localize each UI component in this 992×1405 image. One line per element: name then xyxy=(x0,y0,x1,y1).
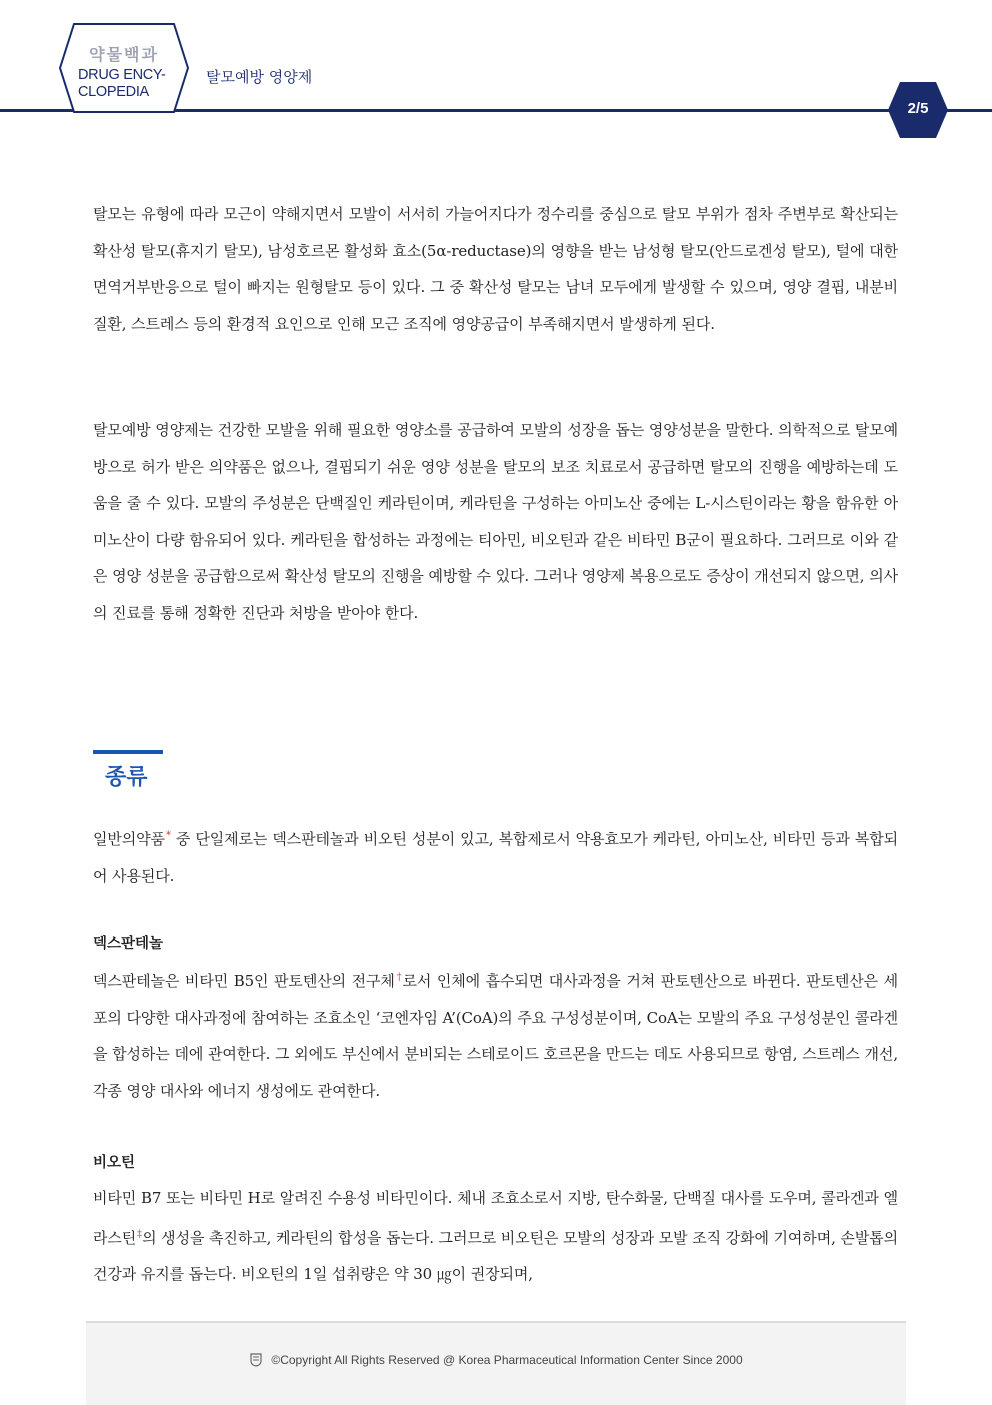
dexpanthenol-text-a: 덱스판테놀은 비타민 B5인 판토텐산의 전구체 xyxy=(93,972,395,990)
biotin-text-b: 의 생성을 촉진하고, 케라틴의 합성을 돕는다. 그러므로 비오틴은 모발의 성장과 모발 조직 강화에 기여하며, 손발톱의 건강과 유지를 돕는다. 비오틴의 1일 섭취량은 약 30 ㎍이 권장되며, xyxy=(93,1228,898,1284)
section-intro-paragraph xyxy=(93,818,898,894)
document-title: 탈모예방 영양제 xyxy=(206,68,313,86)
copyright-text: ©Copyright All Rights Reserved @ Korea Pharmaceutical Information Center Since 2000 xyxy=(271,1353,743,1367)
page-number-badge xyxy=(888,82,948,138)
section-intro-text: 중 단일제로는 덱스판테놀과 비오틴 성분이 있고, 복합제로서 약용효모가 케라틴, 아미노산, 비타민 등과 복합되어 사용된다. xyxy=(93,830,898,885)
footnote-mark: * xyxy=(165,830,171,841)
otc-term: 일반의약품 xyxy=(93,830,165,848)
section-title: 종류 xyxy=(105,765,148,790)
logo-english-text xyxy=(78,67,178,101)
logo-korean-text: 약물백과 xyxy=(89,45,159,64)
logo-en-line2: CLOPEDIA xyxy=(78,84,149,100)
footnote-mark: † xyxy=(395,972,403,983)
biotin-text-a: 비타민 B7 또는 비타민 H로 알려진 수용성 비타민이다. 체내 조효소로서 지방, 탄수화물, 단백질 대사를 도우며, 콜라겐과 엘라스틴 xyxy=(93,1189,898,1247)
page-number: 2/5 xyxy=(907,100,929,117)
page-footer xyxy=(86,1321,906,1405)
logo-en-line1: DRUG ENCY- xyxy=(78,67,166,83)
biotin-paragraph xyxy=(93,1180,898,1293)
drug-encyclopedia-logo xyxy=(58,22,190,114)
dexpanthenol-paragraph xyxy=(93,960,898,1109)
dexpanthenol-text-b: 로서 인체에 흡수되면 대사과정을 거쳐 판토텐산으로 바뀐다. 판토텐산은 세포의 다양한 대사과정에 참여하는 조효소인 ‘코엔자임 A’(CoA)의 주요 구성성분이며, CoA는 모발의 주요 구성성분인 콜라겐을 합성하는 데에 관여한다. 그 외에도 부신에서 분비되는 스테로이드 호르몬을 만드는 데도 사용되므로 항염, 스트레스 개선, 각종 영양 대사와 에너지 생성에도 관여한다. xyxy=(93,972,899,1100)
subsection-title-dexpanthenol: 덱스판테놀 xyxy=(93,936,164,952)
footer-copyright xyxy=(86,1353,906,1367)
intro-paragraph-1: 탈모는 유형에 따라 모근이 약해지면서 모발이 서서히 가늘어지다가 정수리를 중심으로 탈모 부위가 점차 주변부로 확산되는 확산성 탈모(휴지기 탈모), 남성호르몬 활성화 효소(5α-reductase)의 영향을 받는 남성형 탈모(안드로겐성 탈모), 털에 대한 면역거부반응으로 털이 빠지는 원형탈모 등이 있다. 그 중 확산성 탈모는 남녀 모두에게 발생할 수 있으며, 영양 결핍, 내분비질환, 스트레스 등의 환경적 요인으로 인해 모근 조직에 영양공급이 부족해지면서 발생하게 된다. xyxy=(93,205,898,333)
page-header xyxy=(0,0,992,140)
intro-paragraph-2: 탈모예방 영양제는 건강한 모발을 위해 필요한 영양소를 공급하여 모발의 성장을 돕는 영양성분을 말한다. 의학적으로 탈모예방으로 허가 받은 의약품은 없으나, 결핍되기 쉬운 영양 성분을 탈모의 보조 치료로서 공급하면 탈모의 진행을 예방하는데 도움을 줄 수 있다. 모발의 주성분은 단백질인 케라틴이며, 케라틴을 구성하는 아미노산 중에는 L-시스틴이라는 황을 함유한 아미노산이 다량 함유되어 있다. 케라틴을 합성하는 과정에는 티아민, 비오틴과 같은 비타민 B군이 필요하다. 그러므로 이와 같은 영양 성분을 공급함으로써 확산성 탈모의 진행을 예방할 수 있다. 그러나 영양제 복용으로도 증상이 개선되지 않으면, 의사의 진료를 통해 정확한 진단과 처방을 받아야 한다. xyxy=(93,421,898,622)
footnote-mark: ‡ xyxy=(137,1228,143,1240)
section-accent-bar xyxy=(93,750,163,754)
subsection-title-biotin: 비오틴 xyxy=(93,1155,136,1171)
emblem-icon xyxy=(249,1353,263,1367)
